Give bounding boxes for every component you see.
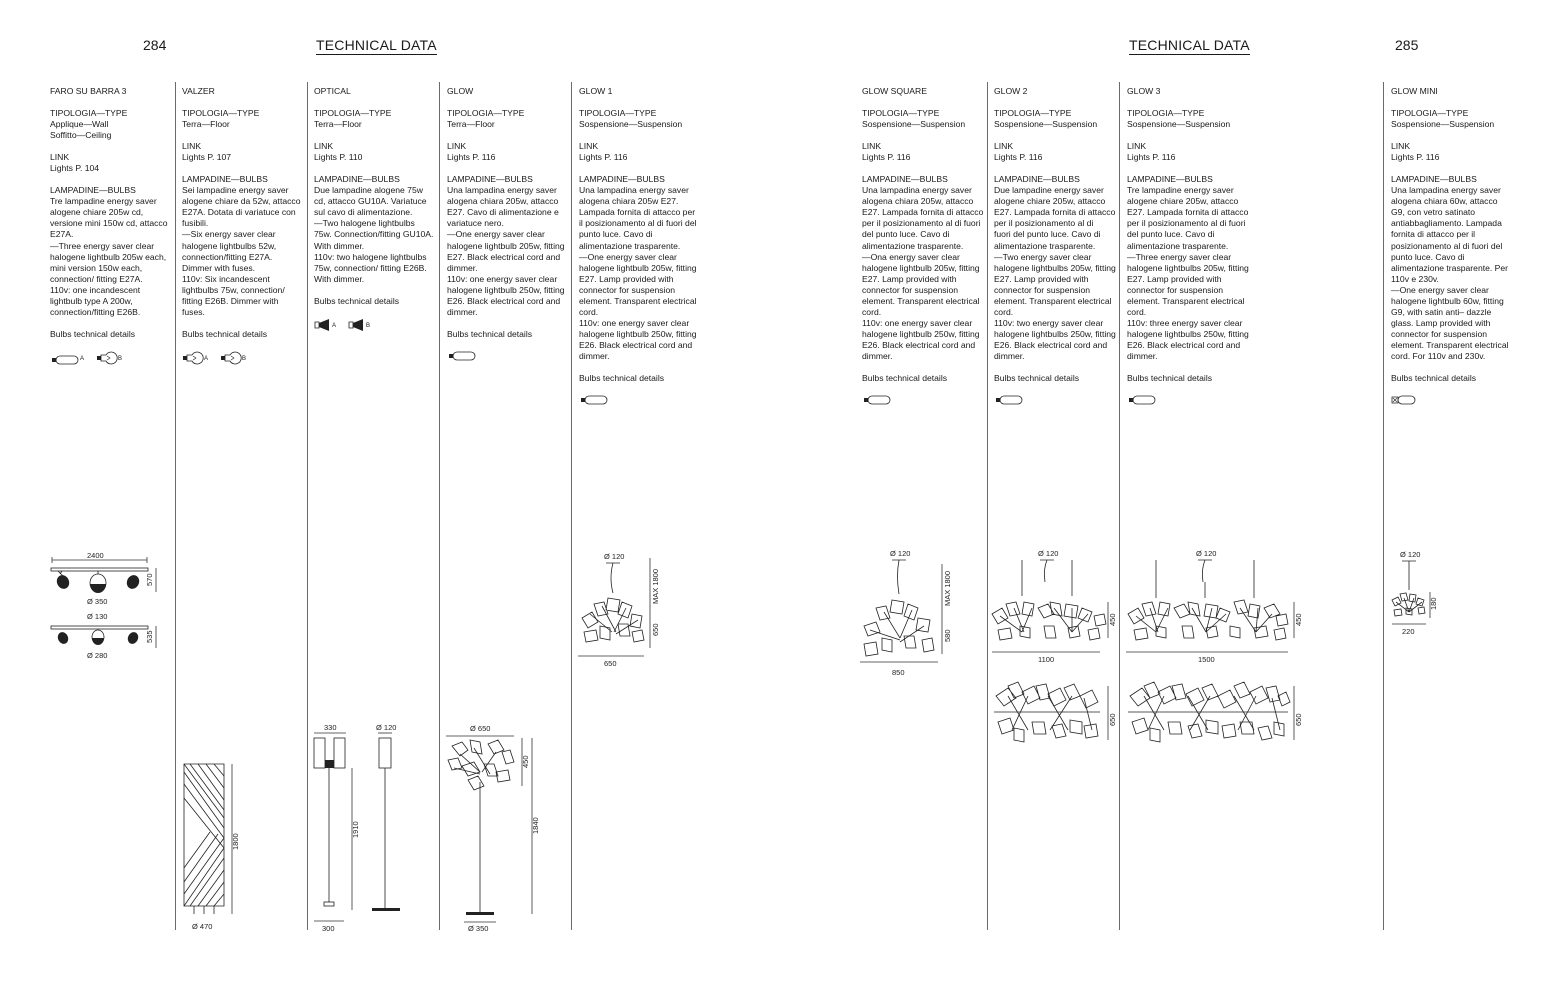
type-label-group [579, 108, 701, 130]
product-name [862, 86, 984, 97]
type-label-group [447, 108, 567, 130]
bulbs-label-group [1127, 174, 1249, 362]
bulbs-label: LAMPADINE—BULBS [579, 174, 665, 185]
dim-valzer-height: 1800 [231, 833, 240, 850]
capsule-bulb-icon [579, 395, 609, 405]
product-column-glow-1 [579, 86, 701, 405]
type-label-group [1127, 108, 1249, 130]
type-label: TIPOLOGIA—TYPE [862, 108, 940, 119]
bulb-icon-letter: B [242, 355, 247, 362]
type-value: Sospensione—Suspension [1391, 119, 1495, 130]
link-label: LINK [182, 141, 202, 152]
link-label: LINK [1391, 141, 1411, 152]
type-label-group [862, 108, 984, 130]
bulb-icons [1391, 395, 1511, 405]
product-name [1391, 86, 1511, 97]
reflector-bulb-icon [348, 318, 370, 332]
dim-glowmini-height: 180 [1429, 597, 1438, 610]
product-name: VALZER [182, 86, 215, 96]
link-label: LINK [579, 141, 599, 152]
dim-faro-dia-a: Ø 350 [87, 597, 108, 606]
dim-glow-height: 1840 [531, 817, 540, 834]
capsule-bulb-icon [447, 351, 477, 361]
bulbs-details-label: Bulbs technical details [182, 328, 268, 339]
bulb-icon-letter: A [332, 322, 337, 329]
bulbs-details-label: Bulbs technical details [447, 328, 533, 339]
glow-shade-icon [1128, 600, 1288, 640]
dim-glow3-dia: Ø 120 [1196, 549, 1217, 558]
capsule-bulb-icon [862, 395, 892, 405]
glow-square-drawing [856, 546, 966, 681]
type-label-group [50, 108, 172, 141]
glow-shade-icon [864, 600, 934, 656]
link-label: LINK [50, 152, 70, 163]
dim-glow3-height: 450 [1294, 613, 1303, 626]
bulb-icons [50, 351, 172, 365]
faro-su-barra-drawing [44, 548, 164, 668]
glow-shade-icon [448, 740, 514, 790]
bulbs-details-label: Bulbs technical details [994, 373, 1080, 384]
bulbs-label: LAMPADINE—BULBS [1391, 174, 1477, 185]
bulbs-details-label [579, 373, 701, 384]
bulbs-details-label: Bulbs technical details [862, 373, 948, 384]
type-value: Sospensione—Suspension [1127, 119, 1231, 130]
column-divider [571, 82, 572, 930]
glow-shade-icon [992, 602, 1106, 640]
bulbs-label: LAMPADINE—BULBS [994, 174, 1080, 185]
bulbs-text: Due lampadine energy saver alogene chiare 205w, attacco E27. Lampada fornita di attacco per il posizionamento al di fuori del punto luce. Cavo di alimentazione trasparente. —Two energy saver clear halogene lightbulbs 205w, fitting E27. Lamp provided with connector for suspension element. Transparent electrical cord. 110v: two energy saver clear halogene lightbulbs 250w, fitting E26. Black electrical cord and dimmer. [994, 185, 1116, 361]
dim-glowsq-dia: Ø 120 [890, 549, 911, 558]
capsule-bulb-icon [1127, 395, 1157, 405]
product-name [994, 86, 1116, 97]
link-label: LINK [314, 141, 334, 152]
link-label: LINK [1127, 141, 1147, 152]
dim-glow-head: 450 [521, 755, 530, 768]
dim-glow2-height: 450 [1108, 613, 1117, 626]
bulbs-details-label [862, 373, 984, 384]
bulbs-details-label [447, 329, 567, 340]
page-title-right: TECHNICAL DATA [1129, 37, 1250, 53]
dim-faro-dia-b-top: Ø 130 [87, 612, 108, 621]
product-name [579, 86, 701, 97]
bulbs-text: Tre lampadine energy saver alogene chiare 205w cd, versione mini 150w cd, attacco E27A. —Three energy saver clear halogene lightbulb 205w each, mini version 150w each, connection/ fitting E27A. 110v: one incandescent lightbulb type A 200w, connection/fitting E26B. [50, 196, 168, 317]
glow-2-drawing [988, 546, 1118, 761]
bulbs-label: LAMPADINE—BULBS [314, 174, 400, 185]
link-label: LINK [862, 141, 882, 152]
bulb-icon-letter: A [80, 355, 85, 362]
globe-bulb-icon [220, 351, 246, 365]
bulbs-label: LAMPADINE—BULBS [50, 185, 136, 196]
link-label: LINK [447, 141, 467, 152]
bulbs-details-label [1127, 373, 1249, 384]
glow-shade-icon [582, 598, 644, 642]
dim-glow1-body: 650 [651, 623, 660, 636]
dim-glowmini-dia: Ø 120 [1400, 550, 1421, 559]
product-column-valzer [182, 86, 302, 365]
link-label-group [1127, 141, 1249, 163]
bulbs-label: LAMPADINE—BULBS [862, 174, 948, 185]
link-label-group [1391, 141, 1511, 163]
dim-glow2-depth: 650 [1108, 713, 1117, 726]
link-value: Lights P. 116 [447, 152, 496, 163]
glow-mini-drawing [1386, 548, 1446, 643]
glow-shade-icon [1392, 593, 1425, 616]
bulbs-text: Una lampadina energy saver alogena chiara 205w E27. Lampada fornita di attacco per il posizionamento al di fuori del punto luce. Cavo di alimentazione trasparente. —One energy saver clear halogene lightbulb 205w, fitting E27. Lamp provided with connector for suspension element. Transparent electrical cord. 110v: one energy saver clear halogene lightbulb 250w, fitting E26. Black electrical cord and dimmer. [579, 185, 697, 361]
link-label-group [579, 141, 701, 163]
bulbs-text: Una lampadina energy saver alogena chiara 205w, attacco E27. Cavo di alimentazione e variatuce nero. —One energy saver clear halogene lightbulb 205w, fitting E27. Black electrical cord and dimmer. 110v: one energy saver clear halogene lightbulb 250w, fitting E26. Black electrical cord and dimmer. [447, 185, 565, 317]
reflector-bulb-icon [314, 318, 336, 332]
product-column-optical [314, 86, 434, 332]
bulb-icons [994, 395, 1116, 405]
bulbs-details-label: Bulbs technical details [1127, 373, 1213, 384]
product-name [314, 86, 434, 97]
product-name: GLOW 1 [579, 86, 613, 96]
product-name: GLOW SQUARE [862, 86, 927, 96]
dim-optical-dia: Ø 120 [376, 723, 397, 732]
bulbs-details-label: Bulbs technical details [314, 295, 400, 306]
glow-1-drawing [574, 548, 684, 673]
dim-glow1-max: MAX 1800 [651, 568, 660, 604]
dim-valzer-dia: Ø 470 [192, 922, 213, 931]
capsule-bulb-icon [50, 354, 84, 365]
dim-glowsq-width: 850 [892, 668, 905, 677]
bulb-icon-letter: B [366, 322, 371, 329]
product-column-glow-mini [1391, 86, 1511, 405]
link-label-group [862, 141, 984, 163]
bulbs-text: Tre lampadine energy saver alogene chiare 205w, attacco E27. Lampada fornita di attacco per il posizionamento al di fuori del punto luce. Cavo di alimentazione trasparente. —Three energy saver clear halogene lightbulbs 205w, fitting E27. Lamp provided with connector for suspension element. Transparent electrical cord. 110v: three energy saver clear halogene lightbulbs 250w, fitting E26. Black electrical cord and dimmer. [1127, 185, 1249, 361]
bulbs-text: Sei lampadine energy saver alogene chiare da 52w, attacco E27A. Dotata di variatuce con fusibili. —Six energy saver clear halogene lightbulbs 52w, connection/fitting E27A. Dimmer with fuses. 110v: Six incandescent lightbulbs 75w, connection/ fitting E26B. Dimmer with fuses. [182, 185, 301, 317]
column-divider [987, 82, 988, 930]
product-name: OPTICAL [314, 86, 351, 96]
bulb-icons [447, 351, 567, 361]
link-label-group [994, 141, 1116, 163]
bulbs-details-label [50, 329, 172, 340]
type-label: TIPOLOGIA—TYPE [447, 108, 525, 119]
bulbs-label-group [182, 174, 302, 318]
link-label-group [314, 141, 434, 163]
type-label: TIPOLOGIA—TYPE [1391, 108, 1469, 119]
bulbs-label-group [447, 174, 567, 318]
type-label: TIPOLOGIA—TYPE [50, 108, 128, 119]
product-column-glow-2 [994, 86, 1116, 405]
glow-top-view-icon [994, 682, 1100, 742]
bulb-icons [1127, 395, 1249, 405]
dim-glow3-depth: 650 [1294, 713, 1303, 726]
glow-floor-drawing [440, 722, 550, 937]
type-label: TIPOLOGIA—TYPE [314, 108, 392, 119]
product-column-glow [447, 86, 567, 361]
link-label-group [182, 141, 302, 163]
bulbs-label-group [579, 174, 701, 362]
dim-glowsq-body: 580 [943, 629, 952, 642]
bulbs-text: Una lampadina energy saver alogena chiara 60w, attacco G9, con vetro satinato antiabbagliamento. Lampada fornita di attacco per il posizionamento al di fuori del punto luce. Cavo di alimentazione trasparente. Per 110v e 230v. —One energy saver clear halogene lightbulb 60w, fitting G9, with satin anti– dazzle glass. Lamp provided with connector for suspension element. Transparent electrical cord. For 110v and 230v. [1391, 185, 1509, 361]
type-value: Sospensione—Suspension [579, 119, 683, 130]
bulbs-label: LAMPADINE—BULBS [1127, 174, 1213, 185]
bulbs-label-group [994, 174, 1116, 362]
column-divider [1119, 82, 1120, 930]
page-number-left: 284 [143, 37, 167, 53]
page-number-right: 285 [1395, 37, 1419, 53]
dim-faro-height-b: 535 [145, 630, 154, 643]
link-label: LINK [994, 141, 1014, 152]
capsule-bulb-icon [994, 395, 1024, 405]
type-label: TIPOLOGIA—TYPE [182, 108, 260, 119]
type-label-group [314, 108, 434, 130]
bulbs-text: Una lampadina energy saver alogena chiara 205w, attacco E27. Lampada fornita di attacco per il posizionamento al di fuori del punto luce. Cavo di alimentazione trasparente. —Ona energy saver clear halogene lightbulb 205w, fitting E27. Lamp provided with connector for suspension element. Transparent electrical cord. 110v: one energy saver clear halogene lightbulb 250w, fitting E26. Black electrical cord and dimmer. [862, 185, 984, 361]
link-value: Lights P. 116 [579, 152, 628, 163]
type-value: Terra—Floor [314, 119, 362, 130]
product-name: GLOW MINI [1391, 86, 1438, 96]
globe-bulb-icon [96, 351, 122, 365]
product-name [447, 86, 567, 97]
link-value: Lights P. 110 [314, 152, 363, 163]
dim-faro-width: 2400 [87, 551, 104, 560]
bulbs-label: LAMPADINE—BULBS [182, 174, 268, 185]
link-label-group [50, 152, 172, 174]
type-label-group [994, 108, 1116, 130]
column-divider [1383, 82, 1384, 930]
bulbs-label: LAMPADINE—BULBS [447, 174, 533, 185]
bulbs-details-label [1391, 373, 1511, 384]
dim-glow2-dia: Ø 120 [1038, 549, 1059, 558]
dim-optical-height: 1910 [351, 821, 360, 838]
product-name [182, 86, 302, 97]
bulb-icon-letter: B [118, 355, 123, 362]
product-column-glow-square [862, 86, 984, 405]
product-name: GLOW [447, 86, 474, 96]
type-label: TIPOLOGIA—TYPE [994, 108, 1072, 119]
bulb-icons [182, 351, 302, 365]
bulb-icon-letter: A [204, 355, 209, 362]
dim-optical-width: 330 [324, 723, 337, 732]
dim-glow2-width: 1100 [1038, 655, 1055, 664]
type-label-group [1391, 108, 1511, 130]
dim-glow1-dia: Ø 120 [604, 552, 625, 561]
type-label-group [182, 108, 302, 130]
bulbs-details-label [314, 296, 434, 307]
product-name: GLOW 3 [1127, 86, 1161, 96]
product-column-glow-3 [1127, 86, 1249, 405]
type-value: Terra—Floor [182, 119, 230, 130]
bulbs-label-group [1391, 174, 1511, 362]
bulb-icons [862, 395, 984, 405]
optical-drawing [308, 720, 418, 935]
dim-faro-height-a: 570 [145, 573, 154, 586]
type-label: TIPOLOGIA—TYPE [579, 108, 657, 119]
link-label-group [447, 141, 567, 163]
product-name [1127, 86, 1249, 97]
type-value: Terra—Floor [447, 119, 495, 130]
dim-optical-base: 300 [322, 924, 335, 933]
link-value: Lights P. 116 [994, 152, 1043, 163]
dim-glowsq-max: MAX 1800 [943, 570, 952, 606]
bulb-icons [579, 395, 701, 405]
link-value: Lights P. 116 [1391, 152, 1440, 163]
bulbs-text: Due lampadine alogene 75w cd, attacco GU10A. Variatuce sul cavo di alimentazione. —Two halogene lightbulbs 75w. Connection/fitting GU10A. With dimmer. 110v: two halogene lightbulbs 75w, connection/ fitting E26B. With dimmer. [314, 185, 434, 284]
dim-faro-dia-b: Ø 280 [87, 651, 108, 660]
product-name: FARO SU BARRA 3 [50, 86, 127, 96]
dim-glow1-width: 650 [604, 659, 617, 668]
bulbs-details-label: Bulbs technical details [50, 328, 136, 339]
glow-top-view-icon [1128, 682, 1290, 742]
product-column-faro-su-barra-3 [50, 86, 172, 365]
link-value: Lights P. 116 [1127, 152, 1176, 163]
dim-glow3-width: 1500 [1198, 655, 1215, 664]
product-name: GLOW 2 [994, 86, 1028, 96]
product-name [50, 86, 172, 97]
dim-glow-dia-top: Ø 650 [470, 724, 491, 733]
valzer-drawing [176, 758, 256, 938]
bulbs-label-group [50, 185, 172, 318]
type-value: Sospensione—Suspension [994, 119, 1098, 130]
bulbs-label-group [314, 174, 434, 284]
type-value: Sospensione—Suspension [862, 119, 966, 130]
bulbs-details-label [994, 373, 1116, 384]
bulbs-details-label: Bulbs technical details [579, 373, 665, 384]
link-value: Lights P. 104 [50, 163, 100, 174]
link-value: Lights P. 116 [862, 152, 911, 163]
globe-bulb-icon [182, 351, 208, 365]
link-value: Lights P. 107 [182, 152, 232, 163]
type-label: TIPOLOGIA—TYPE [1127, 108, 1205, 119]
dim-glow-dia-base: Ø 350 [468, 924, 489, 933]
glow-3-drawing [1122, 546, 1312, 761]
g9-bulb-icon [1391, 395, 1417, 405]
dim-glowmini-width: 220 [1402, 627, 1415, 636]
bulb-icons [314, 318, 434, 332]
bulbs-label-group [862, 174, 984, 362]
bulbs-details-label [182, 329, 302, 340]
type-value: Applique—Wall Soffitto—Ceiling [50, 119, 112, 141]
bulbs-details-label: Bulbs technical details [1391, 373, 1477, 384]
page-title-left: TECHNICAL DATA [316, 37, 437, 53]
